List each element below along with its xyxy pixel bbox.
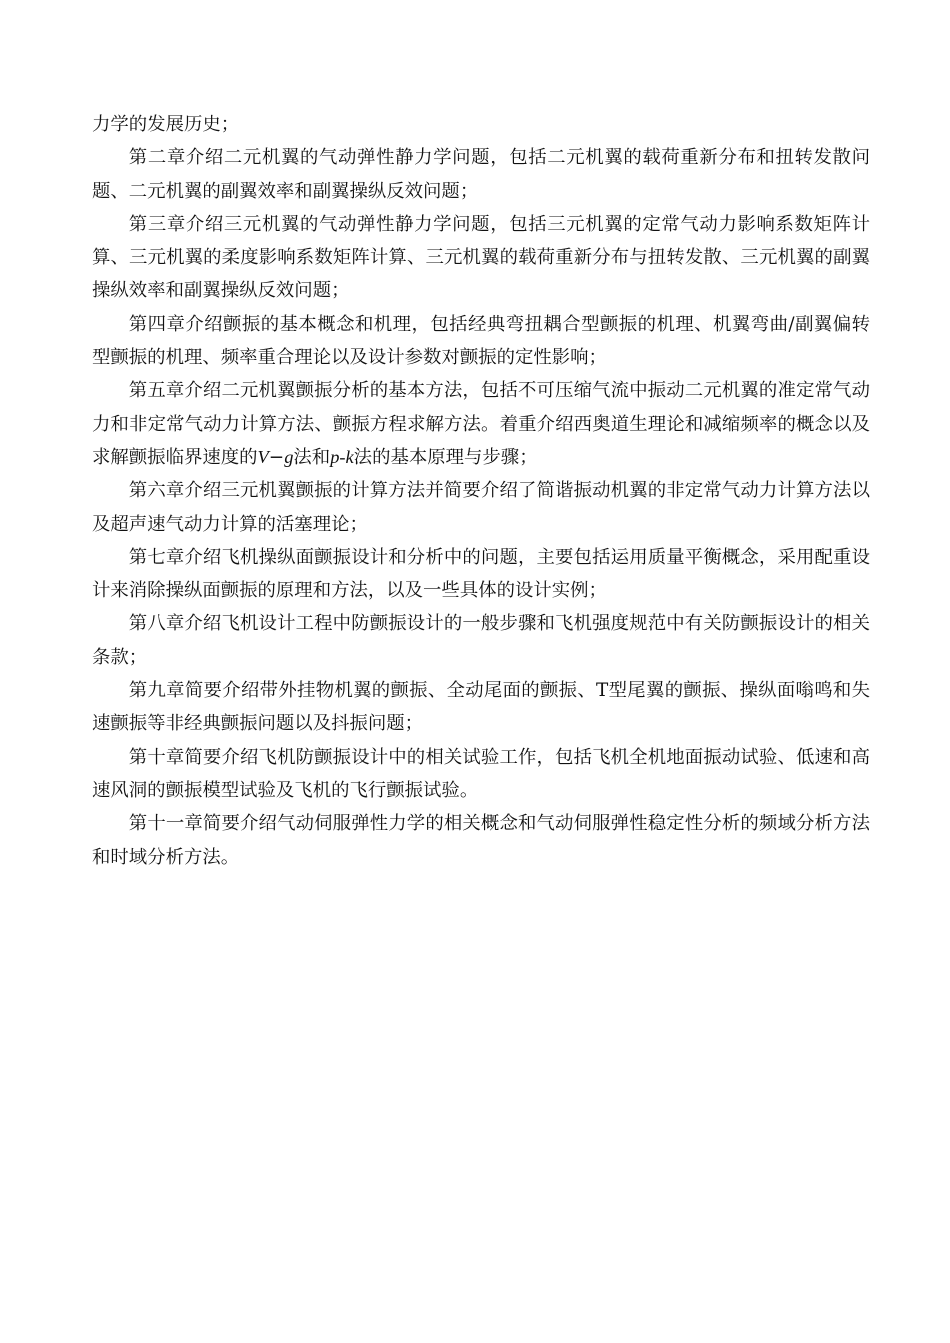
math-symbol: V [257, 446, 269, 467]
paragraph-text: 第十章简要介绍飞机防颤振设计中的相关试验工作，包括飞机全机地面振动试验、低速和高速风洞的颤振模型试验及飞机的飞行颤振试验。 [92, 746, 870, 801]
document-page [92, 108, 870, 874]
paragraph-text: 第八章介绍飞机设计工程中防颤振设计的一般步骤和飞机强度规范中有关防颤振设计的相关条款； [92, 613, 870, 668]
paragraph-chapter-8 [92, 607, 870, 674]
paragraph-chapter-6 [92, 474, 870, 541]
paragraph-text: 第九章简要介绍带外挂物机翼的颤振、全动尾面的颤振、T型尾翼的颤振、操纵面嗡鸣和失速颤振等非经典颤振问题以及抖振问题； [92, 680, 870, 735]
paragraph-text: 法的基本原理与步骤； [353, 446, 538, 468]
paragraph-text: 第四章介绍颤振的基本概念和机理，包括经典弯扭耦合型颤振的机理、机翼弯曲/副翼偏转型颤振的机理、频率重合理论以及设计参数对颤振的定性影响； [92, 313, 870, 369]
paragraph-history-continuation [92, 108, 870, 141]
paragraph-chapter-7 [92, 541, 870, 608]
paragraph-chapter-10 [92, 741, 870, 808]
paragraph-text: 第十一章简要介绍气动伺服弹性力学的相关概念和气动伺服弹性稳定性分析的频域分析方法和时域分析方法。 [92, 813, 870, 868]
paragraph-chapter-11 [92, 807, 870, 874]
paragraph-chapter-2 [92, 141, 870, 208]
paragraph-text: 法和 [293, 446, 331, 468]
math-symbol: p-k [330, 446, 354, 467]
paragraph-text: − [268, 446, 285, 468]
paragraph-text: 力学的发展历史； [92, 114, 240, 135]
paragraph-chapter-5 [92, 374, 870, 474]
paragraph-text: 第六章介绍三元机翼颤振的计算方法并简要介绍了简谐振动机翼的非定常气动力计算方法以及超声速气动力计算的活塞理论； [92, 480, 870, 535]
paragraph-text: 第五章介绍二元机翼颤振分析的基本方法，包括不可压缩气流中振动二元机翼的准定常气动力和非定常气动力计算方法、颤振方程求解方法。着重介绍西奥道生理论和减缩频率的概念以及求解颤振临界速度的 [92, 380, 870, 468]
paragraph-chapter-4 [92, 308, 870, 375]
paragraph-chapter-3 [92, 208, 870, 308]
paragraph-text: 第七章介绍飞机操纵面颤振设计和分析中的问题，主要包括运用质量平衡概念，采用配重设计来消除操纵面颤振的原理和方法，以及一些具体的设计实例； [92, 546, 870, 602]
paragraph-chapter-9 [92, 674, 870, 741]
math-symbol: g [284, 446, 294, 467]
paragraph-text: 第二章介绍二元机翼的气动弹性静力学问题，包括二元机翼的载荷重新分布和扭转发散问题、二元机翼的副翼效率和副翼操纵反效问题； [92, 147, 870, 202]
paragraph-text: 第三章介绍三元机翼的气动弹性静力学问题，包括三元机翼的定常气动力影响系数矩阵计算、三元机翼的柔度影响系数矩阵计算、三元机翼的载荷重新分布与扭转发散、三元机翼的副翼操纵效率和副翼操纵反效问题； [92, 213, 870, 302]
